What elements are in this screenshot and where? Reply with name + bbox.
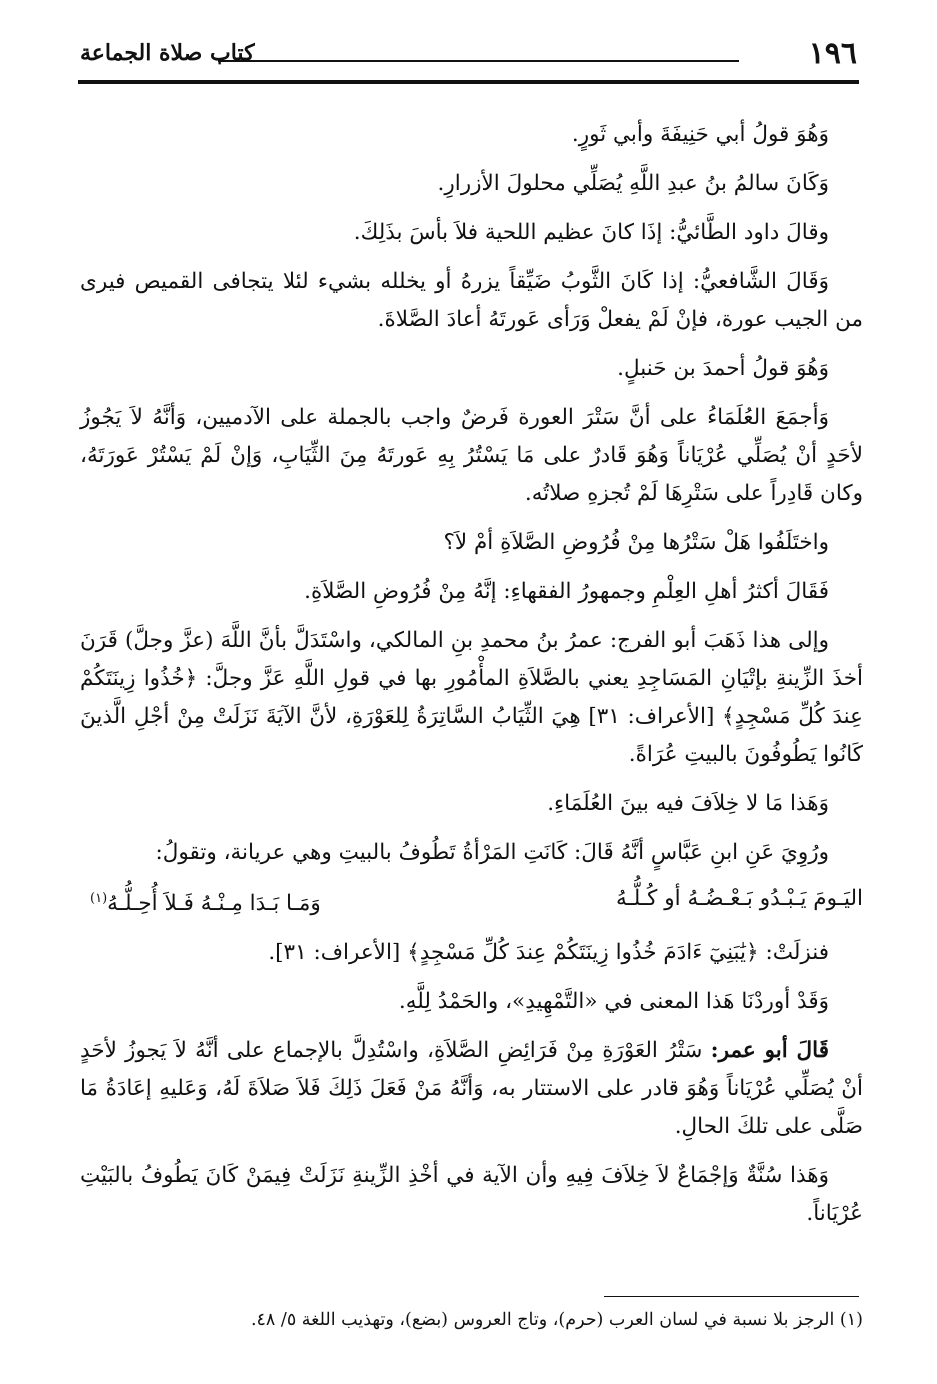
paragraph: وَأجمَعَ العُلَمَاءُ على أنَّ سَتْرَ العورة فَرضٌ واجب بالجملة على الآدميين، وَأنَّهُ لاَ يَجُوزُ لأحَدٍ أنْ يُصَلِّي عُرْيَاناً وَهُوَ قَادرٌ على مَا يَسْتُرُ بِهِ عَورتَهُ مِنَ الثِّيَابِ، وَإنْ لَمْ يَسْتُرْ عَورَتَهُ، وكان قَادِراً على سَتْرِهَا لَمْ تُجزهِ صلاتُه. [80,405,863,506]
verse-first-hemistich: اليَـومَ يَـبْـدُو بَـعْـضُـهُ أو كُـلُّـهُ [615,886,863,911]
paragraph: ورُوِيَ عَنِ ابنِ عَبَّاسٍ أنَّهُ قَالَ: كَانَتِ المَرْأةُ تَطُوفُ بالبيتِ وهي عريانة، وتقولُ: [155,840,829,865]
paragraph-body: سَتْرُ العَوْرَةِ مِنْ فَرَائِضِ الصَّلاَةِ، واسْتُدِلَّ بالإجماع على أنَّهُ لاَ يَجوزُ لأحَدٍ أنْ يُصَلِّي عُرْيَاناً وَهُوَ قادر على الاستتار به، وَأنَّهُ مَنْ فَعَلَ ذَلِكَ فَلاَ صَلاَةَ لَهُ، وَعَليهِ إعَادَةُ مَا صَلَّى على تلكَ الحالِ. [80,1038,863,1140]
verse-second-hemistich: وَمَـا بَـدَا مِـنْـهُ فَـلاَ أُحِـلُّـهُ$^{(١)}$ [90,891,321,917]
paragraph: وَهَذا مَا لا خِلاَفَ فيه بينَ العُلَمَاءِ. [547,791,829,816]
footnote: (١) الرجز بلا نسبة في لسان العرب (حرم)، وتاج العروس (بضع)، وتهذيب اللغة ٥/ ٤٨. [250,1310,863,1330]
footnote-rule [604,1296,859,1297]
header-rule [78,80,859,84]
paragraph: وإلى هذا ذَهَبَ أبو الفرج: عمرُ بنُ محمدِ بنِ المالكي، واسْتَدَلَّ بأنَّ اللَّهَ (عزَّ وجلَّ) قَرَنَ أخذَ الزِّينةِ بإتْيَانِ المَسَاجِدِ يعني بالصَّلاَةِ المأْمُورِ بها في قولِ اللَّهِ عَزَّ وجلَّ: ﴿خُذُوا زِينَتَكُمْ عِندَ كُلِّ مَسْجِدٍ﴾ [الأعراف: ٣١] هِيَ الثِّيَابُ السَّاتِرَةُ لِلعَوْرَةِ، لأنَّ الآيَةَ نَزَلَتْ مِنْ أجْلِ الَّذينَ كَانُوا يَطُوفُونَ بالبيتِ عُرَاةً. [80,628,864,767]
paragraph: وَهَذا سُنَّةٌ وَإجْمَاعٌ لاَ خِلاَفَ فِيهِ وأن الآية في أخْذِ الزِّينةِ نَزَلَتْ فِيمَنْ كَانَ يَطُوفُ بالبَيْتِ عُرْيَاناً. [80,1163,863,1227]
paragraph: وَهُوَ قولُ أحمدَ بن حَنبلٍ. [617,356,829,381]
header-line [218,60,739,62]
poetry-verse [80,880,863,923]
paragraph: وَقَالَ الشَّافعيُّ: إذا كَانَ الثَّوبُ ضَيِّقاً يزرهُ أو يخلله بشيء لئلا يتجافى القميص فيرى من الجيب عورة، فإنْ لَمْ يفعلْ وَرَأى عَورتَهُ أعادَ الصَّلاةَ. [80,269,863,332]
running-title: كتاب صلاة الجماعة [80,40,255,66]
page-header [80,34,857,74]
main-text [80,116,863,1244]
paragraph: فَقَالَ أكثرُ أهلِ العِلْمِ وجمهورُ الفقهاءِ: إنَّهُ مِنْ فُرُوضِ الصَّلاَةِ. [304,579,829,604]
paragraph: وَكَانَ سالمُ بنُ عبدِ اللَّهِ يُصَلِّي محلولَ الأزرارِ. [437,171,829,196]
paragraph: واختَلَفُوا هَلْ سَتْرُها مِنْ فُرُوضِ الصَّلاَةِ أمْ لاَ؟ [443,530,829,555]
paragraph: وَقَدْ أوردْنَا هَذا المعنى في «التَّمْهِيدِ»، والحَمْدُ لِلَّهِ. [398,989,829,1015]
paragraph: فنزلَتْ: ﴿يَٰبَنِيٓ ءَادَمَ خُذُوا زِينَتَكُمْ عِندَ كُلِّ مَسْجِدٍ﴾ [الأعراف: ٣١]. [268,940,829,966]
page-number: ١٩٦ [808,36,857,71]
paragraph [80,1032,863,1146]
speaker-lead: قَالَ أبو عمر: [710,1038,829,1064]
paragraph: وَهُوَ قولُ أبي حَنِيفَةَ وأبي ثَورٍ. [571,122,829,147]
footnote-marker: (١) [90,891,108,906]
paragraph: وقالَ داود الطَّائيُّ: إذَا كانَ عظيم اللحية فلاَ بأسَ بذَلِكَ. [353,220,829,245]
